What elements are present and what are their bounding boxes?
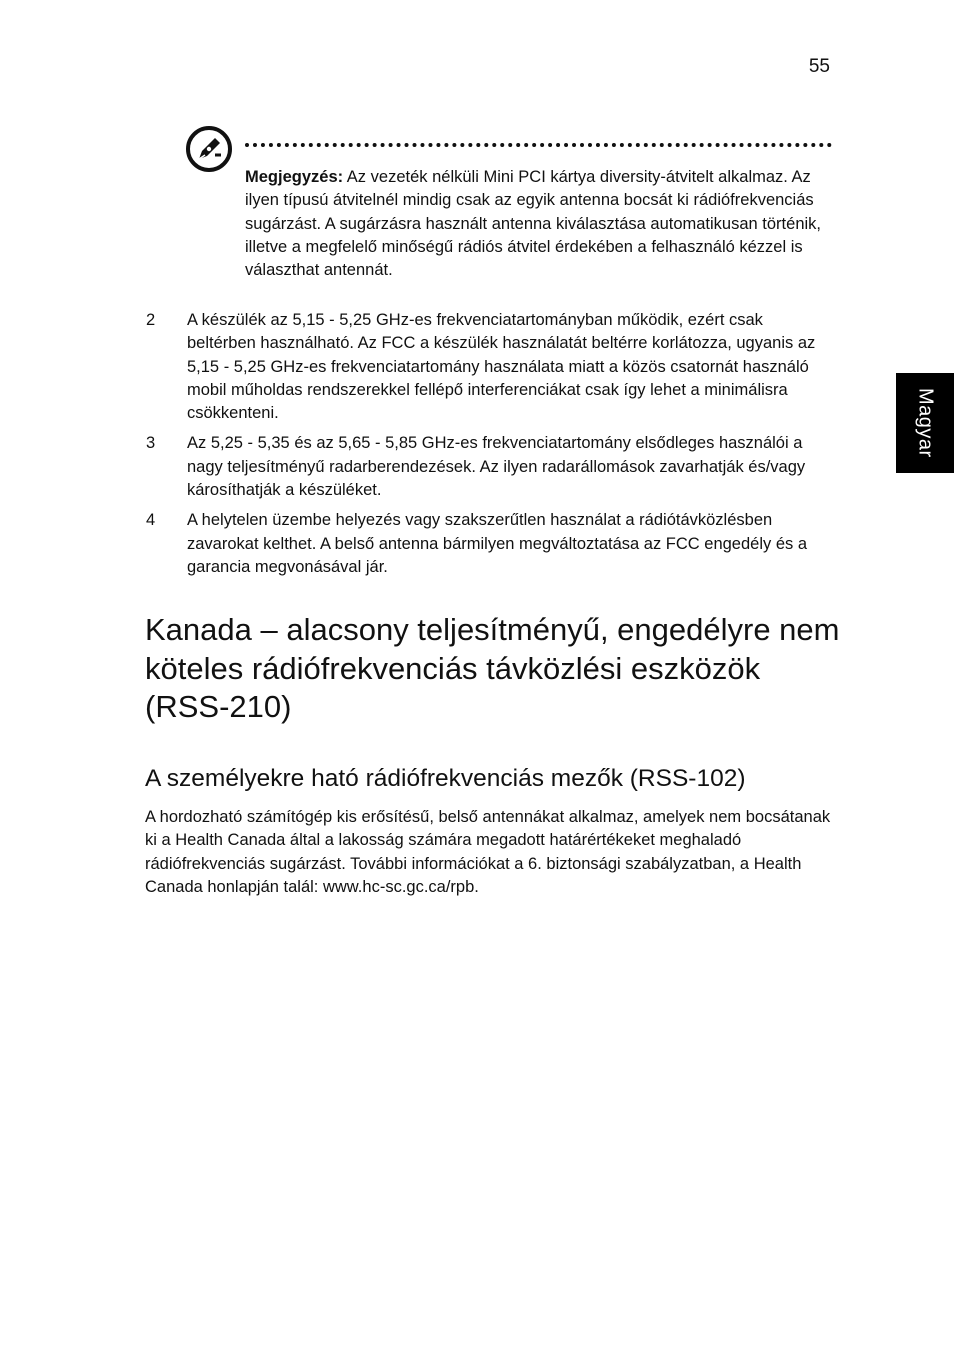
- list-item-text: Az 5,25 - 5,35 és az 5,65 - 5,85 GHz-es frekvenciatartomány elsődleges használói a nagy teljesítményű radarberendezések. Az ilyen radarállomások zavarhatják és/vagy károsíthatják a készüléket.: [187, 434, 806, 500]
- language-tab-label: Magyar: [914, 388, 937, 458]
- list-item-number: 4: [146, 511, 156, 530]
- note-paragraph: [245, 166, 830, 282]
- note-body: Az vezeték nélküli Mini PCI kártya diversity-átvitelt alkalmaz. Az ilyen típusú átvitelnél mindig csak az egyik antenna bocsát ki rádiófrekvenciás sugárzást. A sugárzásra használt antenna kiválasztása automatikusan történik, illetve a megfelelő minőségű rádiós átvitel érdekében a felhasználó kézzel is választhat antennát.: [245, 168, 821, 280]
- section-heading: Kanada – alacsony teljesítményű, engedélyre nem köteles rádiófrekvenciás távközlési eszközök (RSS-210): [145, 612, 840, 724]
- subsection-heading: A személyekre ható rádiófrekvenciás mezők (RSS-102): [145, 765, 746, 792]
- language-side-tab: [896, 373, 954, 473]
- note-divider: [245, 143, 832, 147]
- list-item: [146, 432, 836, 502]
- list-item-text: A készülék az 5,15 - 5,25 GHz-es frekvenciatartományban működik, ezért csak beltérben használható. Az FCC a készülék használatát beltérre korlátozza, ugyanis az 5,15 - 5,25 GHz-es frekvenciatartomány használata miatt a közös csatornát használó mobil műholdas rendszerekkel fellépő interferenciákat csak így lehet a minimálisra csökkenteni.: [187, 311, 816, 423]
- page-number: 55: [808, 56, 830, 77]
- list-item-number: 3: [146, 434, 156, 453]
- list-item: [146, 309, 836, 425]
- list-item: [146, 509, 836, 579]
- list-item-text: A helytelen üzembe helyezés vagy szakszerűtlen használat a rádiótávközlésben zavarokat kelthet. A belső antenna bármilyen megváltoztatása az FCC engedély és a garancia megvonásával jár.: [187, 511, 808, 576]
- note-pen-icon: [185, 125, 233, 173]
- note-label: Megjegyzés:: [245, 168, 344, 186]
- list-item-number: 2: [146, 311, 156, 329]
- body-paragraph: A hordozható számítógép kis erősítésű, belső antennákat alkalmaz, amelyek nem bocsátanak ki a Health Canada által a lakosság számára megadott határértékeket meghaladó rádiófrekvenciás sugárzást. További információkat a 6. biztonsági szabályzatban, a Health Canada honlapján talál: www.hc-sc.gc.ca/rpb.: [145, 808, 831, 896]
- numbered-list: [146, 309, 836, 586]
